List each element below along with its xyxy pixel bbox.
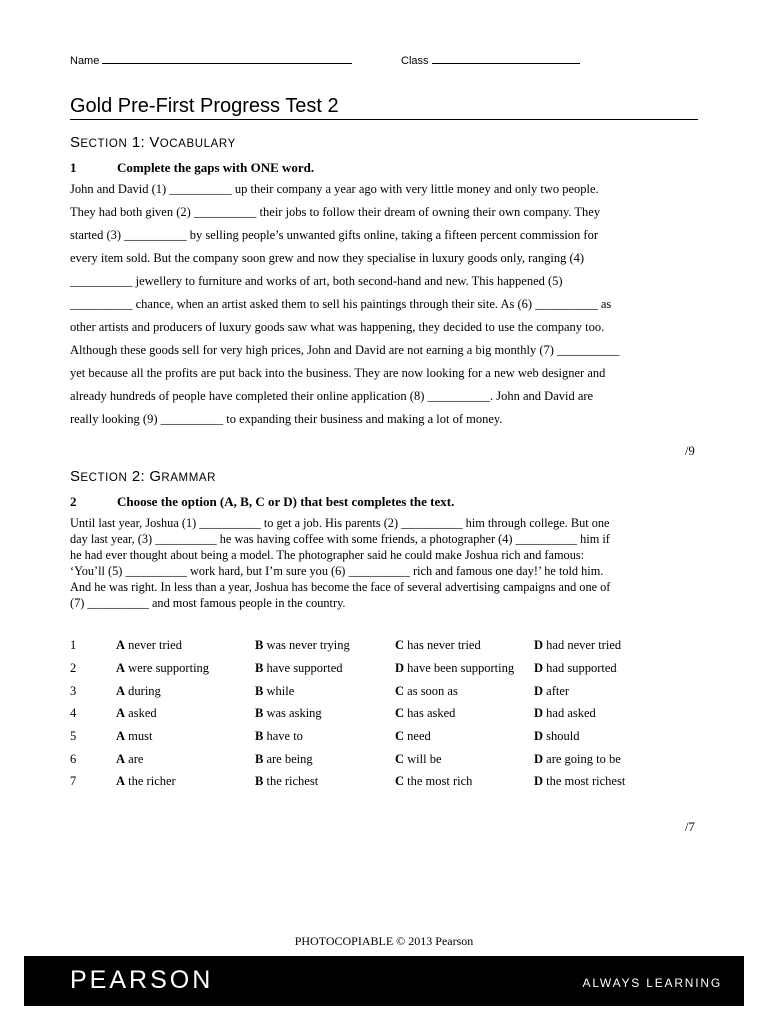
option-a[interactable]: A were supporting [116,661,210,675]
pearson-logo: PEARSON [70,966,214,994]
option-d[interactable]: D after [534,684,570,698]
passage-line: ‘You’ll (5) __________ work hard, but I’m sure you (6) __________ rich and famous one day!’ he told him. [70,564,604,578]
option-c[interactable]: D have been supporting [395,661,515,675]
title-divider [70,119,698,120]
passage-line: every item sold. But the company soon grew and now they specialise in luxury goods only, ranging (4) [70,251,585,265]
option-a[interactable]: A during [116,684,161,698]
option-d[interactable]: D had asked [534,706,596,720]
question-2-number: 2 [70,494,77,509]
section-2-heading: SECTION 2: GRAMMAR [70,468,217,485]
option-number: 7 [70,774,77,788]
passage-line: already hundreds of people have completed their online application (8) __________. John and David are [70,389,594,403]
option-number: 6 [70,752,77,766]
option-row-1 [70,638,710,658]
passage-line: other artists and producers of luxury goods saw what was happening, they decided to use the company too. [70,320,605,334]
option-b[interactable]: B the richest [255,774,319,788]
class-line [432,54,580,64]
section-1-heading: SECTION 1: VOCABULARY [70,134,236,151]
option-number: 3 [70,684,77,698]
option-number: 4 [70,706,77,720]
option-row-4 [70,706,710,726]
option-a[interactable]: A asked [116,706,157,720]
passage-line: __________ chance, when an artist asked them to sell his paintings through their site. As (6) __________ as [70,297,612,311]
option-number: 1 [70,638,77,652]
option-b[interactable]: B are being [255,752,313,766]
passage-line: really looking (9) __________ to expanding their business and making a lot of money. [70,412,503,426]
passage-line: __________ jewellery to furniture and works of art, both second-hand and new. This happened (5) [70,274,563,288]
option-d[interactable]: D had supported [534,661,617,675]
option-c[interactable]: C will be [395,752,442,766]
passage-line: started (3) __________ by selling people’s unwanted gifts online, taking a fifteen percent commission for [70,228,599,242]
passage-line: Although these goods sell for very high prices, John and David are not earning a big monthly (7) __________ [70,343,620,357]
page-title: Gold Pre-First Progress Test 2 [70,95,339,117]
option-a[interactable]: A the richer [116,774,176,788]
option-d[interactable]: D the most richest [534,774,626,788]
option-d[interactable]: D are going to be [534,752,621,766]
option-c[interactable]: C has asked [395,706,456,720]
option-a[interactable]: A must [116,729,153,743]
option-d[interactable]: D should [534,729,580,743]
option-row-5 [70,729,710,749]
section-2-score: /7 [685,820,695,834]
passage-line: And he was right. In less than a year, Joshua has become the face of several advertising campaigns and one of [70,580,611,594]
name-field[interactable] [70,54,352,67]
option-b[interactable]: B while [255,684,295,698]
passage-line: Until last year, Joshua (1) __________ to get a job. His parents (2) __________ him through college. But one [70,516,610,530]
section-1-score: /9 [685,444,695,458]
option-c[interactable]: C need [395,729,431,743]
option-b[interactable]: B was asking [255,706,322,720]
option-b[interactable]: B have supported [255,661,343,675]
option-row-2 [70,661,710,681]
option-number: 2 [70,661,77,675]
question-2-instruction [70,494,690,510]
option-row-7 [70,774,710,794]
passage-line: John and David (1) __________ up their company a year ago with very little money and only two people. [70,182,599,196]
passage-line: They had both given (2) __________ their jobs to follow their dream of owning their own company. They [70,205,601,219]
name-label: Name [70,55,100,67]
option-row-6 [70,752,710,772]
passage-line: yet because all the profits are put back into the business. They are now looking for a new web designer and [70,366,606,380]
class-label: Class [401,55,429,67]
option-row-3 [70,684,710,704]
question-1-instruction [70,160,670,176]
option-number: 5 [70,729,77,743]
option-c[interactable]: C the most rich [395,774,473,788]
option-a[interactable]: A never tried [116,638,182,652]
copyright-notice: PHOTOCOPIABLE © 2013 Pearson [294,934,474,948]
option-c[interactable]: C has never tried [395,638,481,652]
pearson-banner [24,956,744,1006]
vocabulary-passage [70,182,700,432]
option-a[interactable]: A are [116,752,144,766]
passage-line: (7) __________ and most famous people in the country. [70,596,346,610]
passage-line: day last year, (3) __________ he was having coffee with some friends, a photographer (4) __________ him if [70,532,610,546]
option-d[interactable]: D had never tried [534,638,622,652]
question-2-text: Choose the option (A, B, C or D) that best completes the text. [117,494,455,509]
tagline: ALWAYS LEARNING [582,976,722,990]
question-1-number: 1 [70,160,77,175]
question-1-text: Complete the gaps with ONE word. [117,160,315,175]
grammar-passage [70,516,700,612]
class-field[interactable] [401,54,580,67]
name-line [102,54,352,64]
option-c[interactable]: C as soon as [395,684,458,698]
option-b[interactable]: B have to [255,729,303,743]
passage-line: he had ever thought about being a model. The photographer said he could make Joshua rich and famous: [70,548,585,562]
option-b[interactable]: B was never trying [255,638,350,652]
